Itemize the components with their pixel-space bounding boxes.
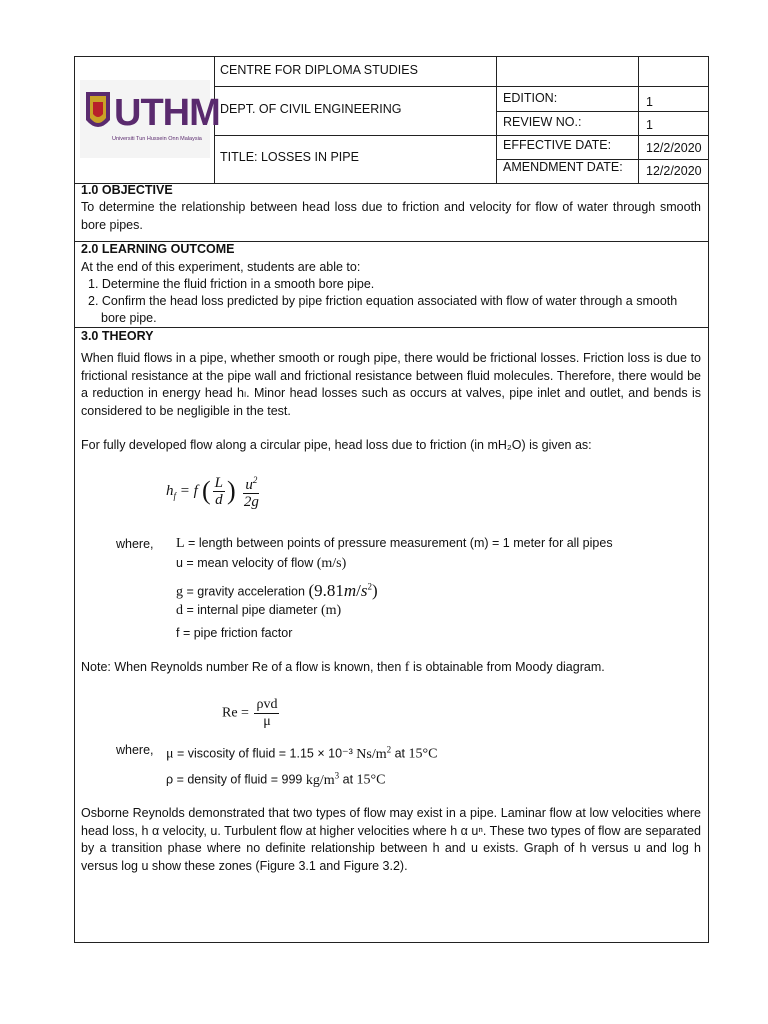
var-rho: ρ = density of fluid = 999 $kg/m^3$ at 15°C <box>166 770 386 788</box>
institution-line: CENTRE FOR DIPLOMA STUDIES <box>220 63 418 77</box>
theory-heading: 3.0 THEORY <box>81 329 154 343</box>
review-value: 1 <box>646 118 653 132</box>
var-d-text: = internal pipe diameter <box>186 603 318 617</box>
uthm-logo <box>80 80 220 158</box>
effective-date-label: EFFECTIVE DATE: <box>503 138 612 152</box>
header-divider <box>214 86 709 87</box>
header-divider <box>638 56 639 184</box>
var-g-text: = gravity acceleration <box>186 584 305 599</box>
moody-note-end: is obtainable from Moody diagram. <box>412 660 605 674</box>
temperature: 15°C <box>356 772 386 788</box>
section-divider <box>74 327 709 328</box>
learning-outcome-item: 1. Determine the fluid friction in a smooth bore pipe. <box>88 277 375 291</box>
header-divider <box>496 111 709 112</box>
var-f: f = pipe friction factor <box>176 626 293 640</box>
var-mu: μ = viscosity of fluid = 1.15 × 10⁻³ $Ns/m^2$ at 15°C <box>166 744 438 762</box>
moody-note-text: Note: When Reynolds number Re of a flow is known, then <box>81 660 402 674</box>
where-label: where, <box>116 537 154 551</box>
theory-paragraph: When fluid flows in a pipe, whether smooth or rough pipe, there would be frictional losses. Friction loss is due to frictional resistance at the pipe wall and frictional resistance between fluid molecules. Therefore, there would be a reduction in energy head hₗ. Minor head losses such as occurs at valves, pipe inlet and outlet, and bends is considered to be negligible in the test. <box>81 351 701 418</box>
edition-value: 1 <box>646 95 653 109</box>
header-divider <box>496 56 497 184</box>
amendment-date-label: AMENDMENT DATE: <box>503 160 623 174</box>
effective-date-value: 12/2/2020 <box>646 141 702 155</box>
var-rho-text: ρ = density of fluid = 999 <box>166 772 303 787</box>
reynolds-equation: Re = $\frac{\text{ρvd}}{\mu}$ <box>222 697 278 729</box>
edition-label: EDITION: <box>503 91 558 105</box>
temperature: 15°C <box>408 746 438 762</box>
amendment-date-value: 12/2/2020 <box>646 164 702 178</box>
header-divider <box>214 135 709 136</box>
document-title: TITLE: LOSSES IN PIPE <box>220 150 359 164</box>
learning-outcome-item: 2. Confirm the head loss predicted by pipe friction equation associated with flow of water through a smooth <box>88 294 678 308</box>
department-line: DEPT. OF CIVIL ENGINEERING <box>220 102 402 116</box>
review-label: REVIEW NO.: <box>503 115 582 129</box>
var-mu-text: = viscosity of fluid = 1.15 × 10⁻³ <box>177 746 353 761</box>
learning-outcome-intro: At the end of this experiment, students are able to: <box>81 260 361 274</box>
logo-subtext: Universiti Tun Hussein Onn Malaysia <box>112 136 202 142</box>
var-mu-at: at <box>394 746 406 761</box>
logo-wordmark: UTHM <box>114 92 220 134</box>
theory-paragraph: For fully developed flow along a circular pipe, head loss due to friction (in mH₂O) is given as: <box>81 438 592 452</box>
var-rho-at: at <box>342 772 354 787</box>
theory-paragraph: Osborne Reynolds demonstrated that two types of flow may exist in a pipe. Laminar flow at low velocities where head loss, h α velocity, u. Turbulent flow at higher velocities where h α uⁿ. These two types of flow are separated by a transition phase where no definite relationship between h and u exists. Graph of h versus u and log h versus log u show these zones (Figure 3.1 and Figure 3.2). <box>81 806 701 873</box>
var-L-text: = length between points of pressure measurement (m) = 1 meter for all pipes <box>188 536 613 550</box>
head-loss-equation: $h_f = f$ ( $\frac{L}{d}$ ) $\frac{u^2}{2g}$ <box>166 472 263 510</box>
moody-note: Note: When Reynolds number Re of a flow is known, then f is obtainable from Moody diagram. <box>81 660 605 675</box>
var-L: L = length between points of pressure measurement (m) = 1 meter for all pipes <box>176 536 613 551</box>
where-label: where, <box>116 743 154 757</box>
learning-outcome-item-cont: bore pipe. <box>101 311 157 325</box>
learning-outcome-heading: 2.0 LEARNING OUTCOME <box>81 242 235 256</box>
var-g: g = gravity acceleration $(9.81m/s^2)$ <box>176 580 378 600</box>
var-u: u = mean velocity of flow (m/s) <box>176 556 347 571</box>
objective-heading: 1.0 OBJECTIVE <box>81 183 173 197</box>
objective-text: To determine the relationship between head loss due to friction and velocity for flow of water through smooth bore pipes. <box>81 200 701 232</box>
var-u-text: u = mean velocity of flow <box>176 556 314 570</box>
var-d: d = internal pipe diameter (m) <box>176 603 342 618</box>
